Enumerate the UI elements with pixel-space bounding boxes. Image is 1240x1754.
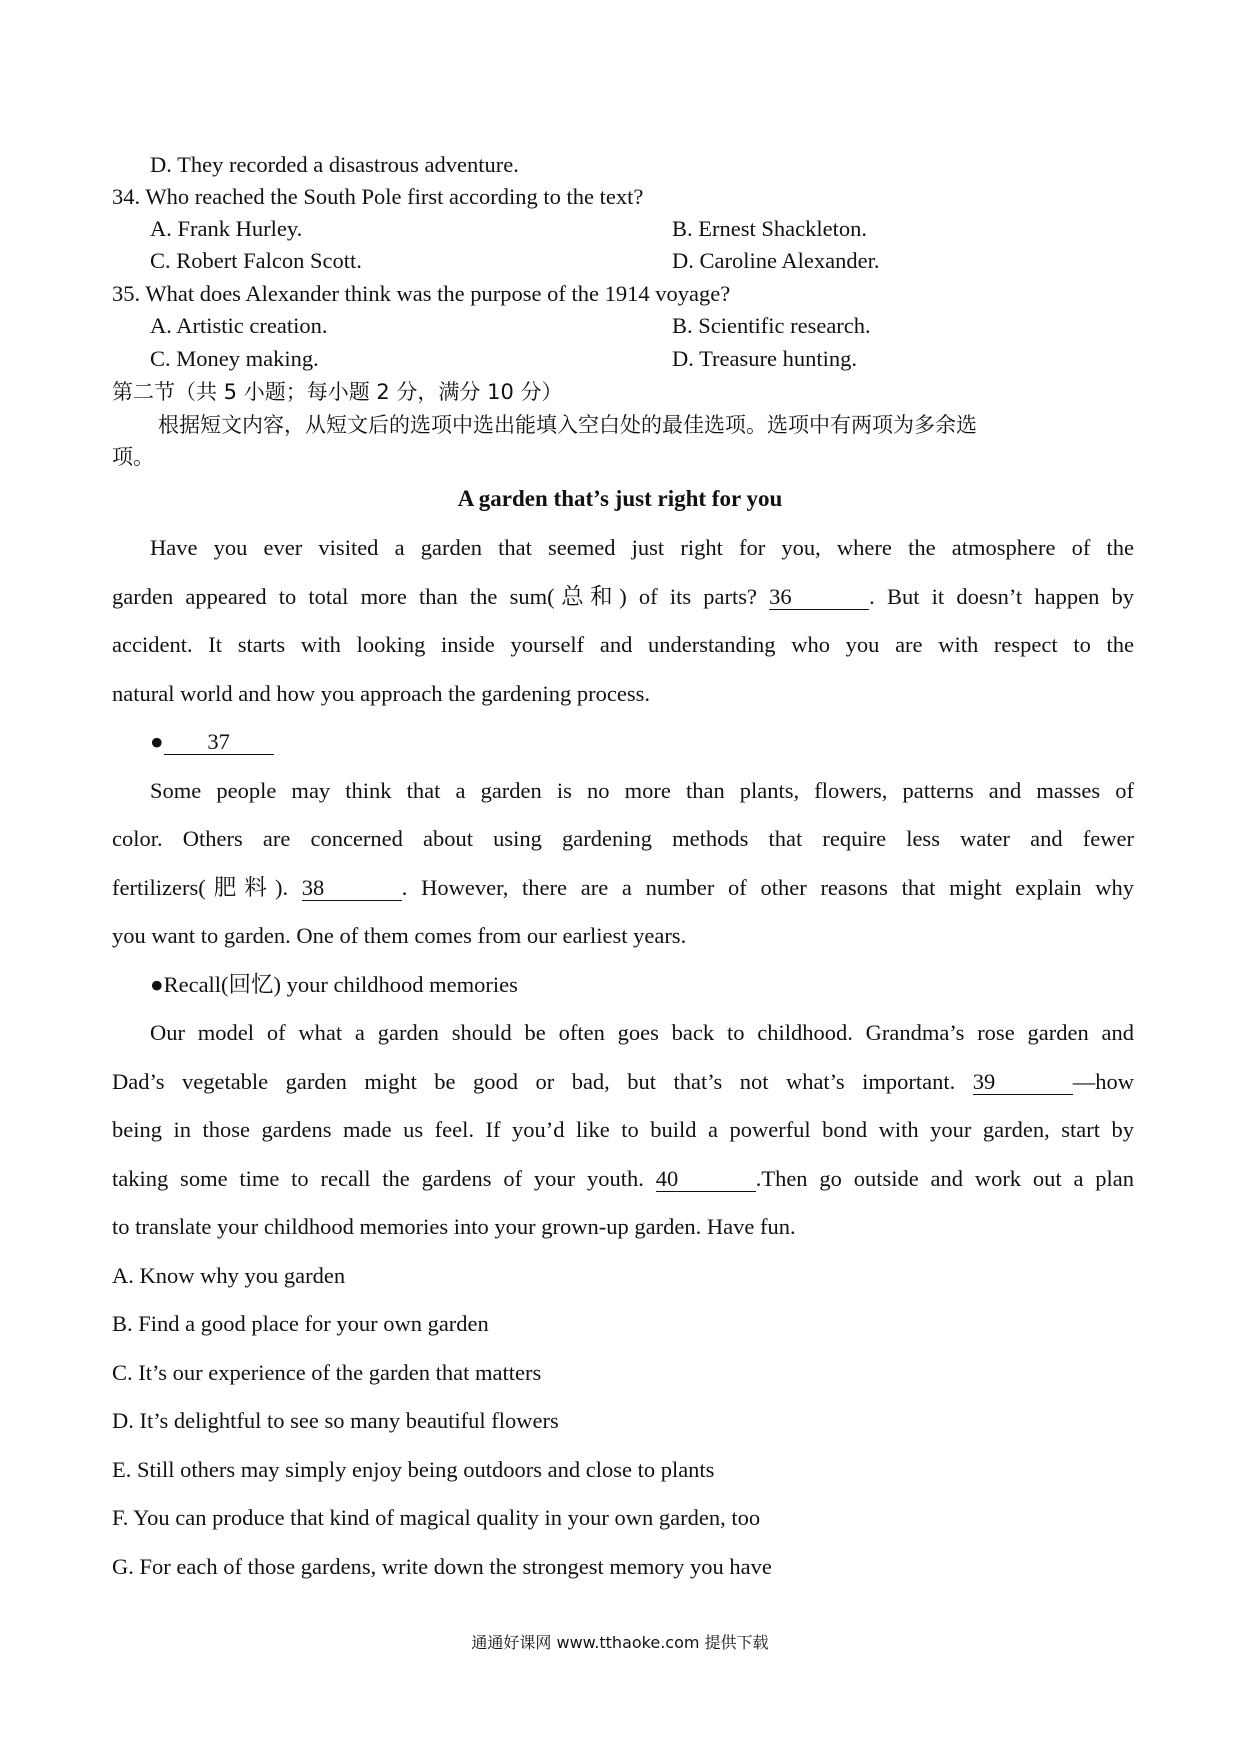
p2-line3: fertilizers(肥料). 38 . However, there are a number of other reasons that might explain why — [112, 875, 1134, 900]
section-instructions-cont: 项。 — [112, 445, 154, 469]
q34-option-c: C. Robert Falcon Scott. — [150, 248, 362, 273]
section-instructions: 根据短文内容，从短文后的选项中选出能填入空白处的最佳选项。选项中有两项为多余选 — [158, 413, 977, 437]
option-e: E. Still others may simply enjoy being outdoors and close to plants — [112, 1457, 715, 1482]
section-heading: 第二节（共 5 小题；每小题 2 分，满分 10 分） — [112, 380, 563, 404]
p3-line5: to translate your childhood memories into your grown-up garden. Have fun. — [112, 1214, 796, 1239]
recall-heading: ●Recall(回忆) your childhood memories — [150, 972, 518, 997]
option-b: B. Find a good place for your own garden — [112, 1311, 489, 1336]
p1-line1: Have you ever visited a garden that seemed just right for you, where the atmosphere of the — [150, 535, 1134, 560]
p2-line1: Some people may think that a garden is no more than plants, flowers, patterns and masses of — [150, 778, 1134, 803]
q34-option-d: D. Caroline Alexander. — [672, 248, 880, 273]
q35-option-a: A. Artistic creation. — [150, 313, 328, 338]
p2-line4: you want to garden. One of them comes from our earliest years. — [112, 923, 687, 948]
p3-line1: Our model of what a garden should be often goes back to childhood. Grandma’s rose garden and — [150, 1020, 1134, 1045]
q35-option-d: D. Treasure hunting. — [672, 346, 857, 371]
blank-37[interactable]: 37 — [164, 730, 274, 755]
p3-line4: taking some time to recall the gardens of your youth. 40 .Then go outside and work out a plan — [112, 1166, 1134, 1191]
blank-40[interactable]: 40 — [656, 1167, 756, 1192]
q34-stem: 34. Who reached the South Pole first according to the text? — [112, 184, 644, 209]
blank-38[interactable]: 38 — [302, 876, 402, 901]
blank-39[interactable]: 39 — [973, 1070, 1073, 1095]
bullet-37 — [150, 727, 274, 757]
q34-option-b: B. Ernest Shackleton. — [672, 216, 867, 241]
option-a: A. Know why you garden — [112, 1263, 346, 1288]
p1-line3: accident. It starts with looking inside yourself and understanding who you are with respect to the — [112, 632, 1134, 657]
option-c: C. It’s our experience of the garden that matters — [112, 1360, 542, 1385]
option-g: G. For each of those gardens, write down the strongest memory you have — [112, 1554, 772, 1579]
p1-line4: natural world and how you approach the gardening process. — [112, 681, 650, 706]
bullet-icon: ● — [150, 729, 164, 754]
option-d: D. It’s delightful to see so many beautiful flowers — [112, 1408, 559, 1433]
blank-36[interactable]: 36 — [769, 585, 869, 610]
p1-line2: garden appeared to total more than the sum(总和) of its parts? 36 . But it doesn’t happen by — [112, 584, 1134, 609]
q35-option-b: B. Scientific research. — [672, 313, 871, 338]
q33-option-d: D. They recorded a disastrous adventure. — [150, 152, 519, 177]
p2-line2: color. Others are concerned about using gardening methods that require less water and fewer — [112, 826, 1134, 851]
passage-title: A garden that’s just right for you — [457, 486, 783, 511]
p3-line3: being in those gardens made us feel. If you’d like to build a powerful bond with your garden, start by — [112, 1117, 1134, 1142]
page-footer: 通通好课网 www.tthaoke.com 提供下载 — [471, 1633, 769, 1652]
p3-line2: Dad’s vegetable garden might be good or bad, but that’s not what’s important. 39 —how — [112, 1069, 1135, 1094]
q35-option-c: C. Money making. — [150, 346, 319, 371]
option-f: F. You can produce that kind of magical quality in your own garden, too — [112, 1505, 761, 1530]
q34-option-a: A. Frank Hurley. — [150, 216, 303, 241]
q35-stem: 35. What does Alexander think was the purpose of the 1914 voyage? — [112, 281, 731, 306]
